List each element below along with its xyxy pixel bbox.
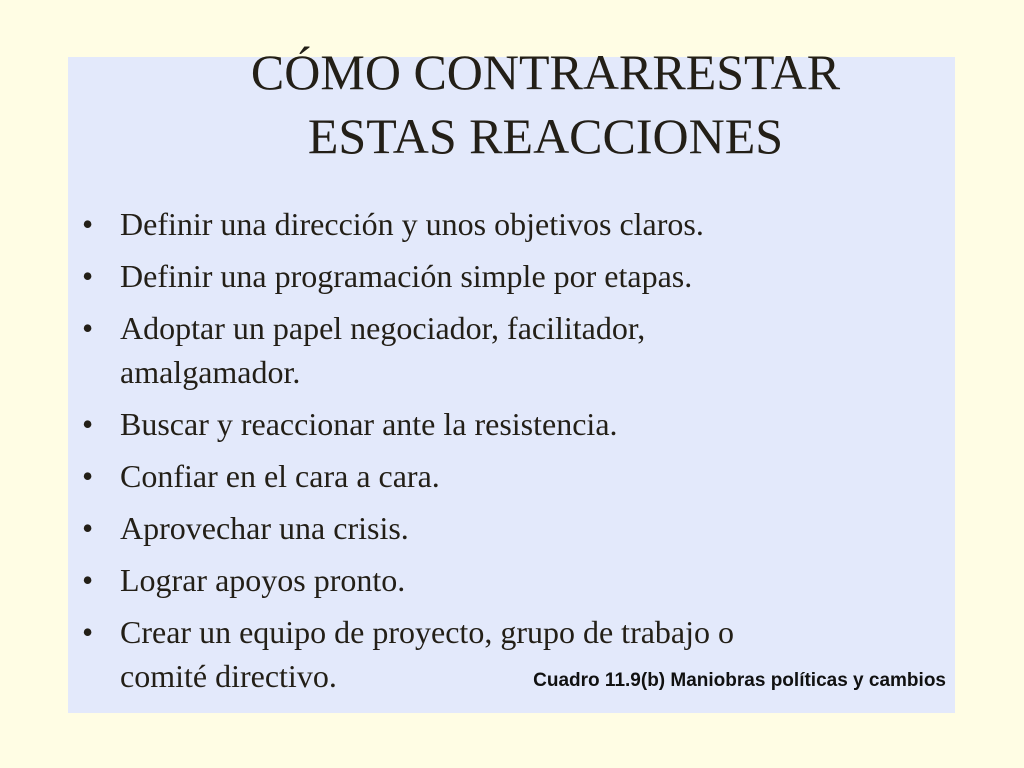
bullet-item — [80, 402, 940, 446]
bullet-text-line-1: Definir una programación simple por etapas. — [120, 258, 693, 294]
bullet-item — [80, 506, 940, 550]
figure-caption: Cuadro 11.9(b) Maniobras políticas y cambios — [533, 670, 946, 691]
bullet-text — [120, 202, 940, 246]
bullet-text-line-2: amalgamador. — [120, 354, 301, 390]
bullet-list — [80, 202, 940, 706]
bullet-text-line-1: Confiar en el cara a cara. — [120, 458, 440, 494]
bullet-item — [80, 202, 940, 246]
bullet-point-icon: • — [82, 258, 94, 294]
bullet-text — [120, 254, 940, 298]
bullet-point-icon: • — [82, 310, 94, 346]
bullet-text-line-1: Lograr apoyos pronto. — [120, 562, 406, 598]
bullet-point-icon: • — [82, 614, 94, 650]
bullet-point-icon: • — [82, 510, 94, 546]
bullet-text-line-1: Definir una dirección y unos objetivos claros. — [120, 206, 704, 242]
bullet-text — [120, 306, 940, 394]
bullet-point-icon: • — [82, 458, 94, 494]
bullet-point-icon: • — [82, 562, 94, 598]
bullet-item — [80, 254, 940, 298]
bullet-point-icon: • — [82, 206, 94, 242]
bullet-text — [120, 558, 940, 602]
bullet-item — [80, 454, 940, 498]
bullet-text — [120, 506, 940, 550]
bullet-text-line-1: Aprovechar una crisis. — [120, 510, 409, 546]
bullet-text — [120, 402, 940, 446]
bullet-text — [120, 454, 940, 498]
bullet-text-line-1: Adoptar un papel negociador, facilitador, — [120, 310, 646, 346]
slide-title-line-2: ESTAS REACCIONES — [307, 108, 784, 164]
bullet-text-line-1: Buscar y reaccionar ante la resistencia. — [120, 406, 618, 442]
bullet-item — [80, 306, 940, 394]
slide-title-line-1: CÓMO CONTRARRESTAR — [250, 44, 841, 100]
bullet-item — [80, 558, 940, 602]
bullet-text-line-1: Crear un equipo de proyecto, grupo de trabajo o — [120, 614, 735, 650]
slide-title — [68, 40, 1023, 168]
bullet-text-line-2: comité directivo. — [120, 658, 337, 694]
bullet-point-icon: • — [82, 406, 94, 442]
